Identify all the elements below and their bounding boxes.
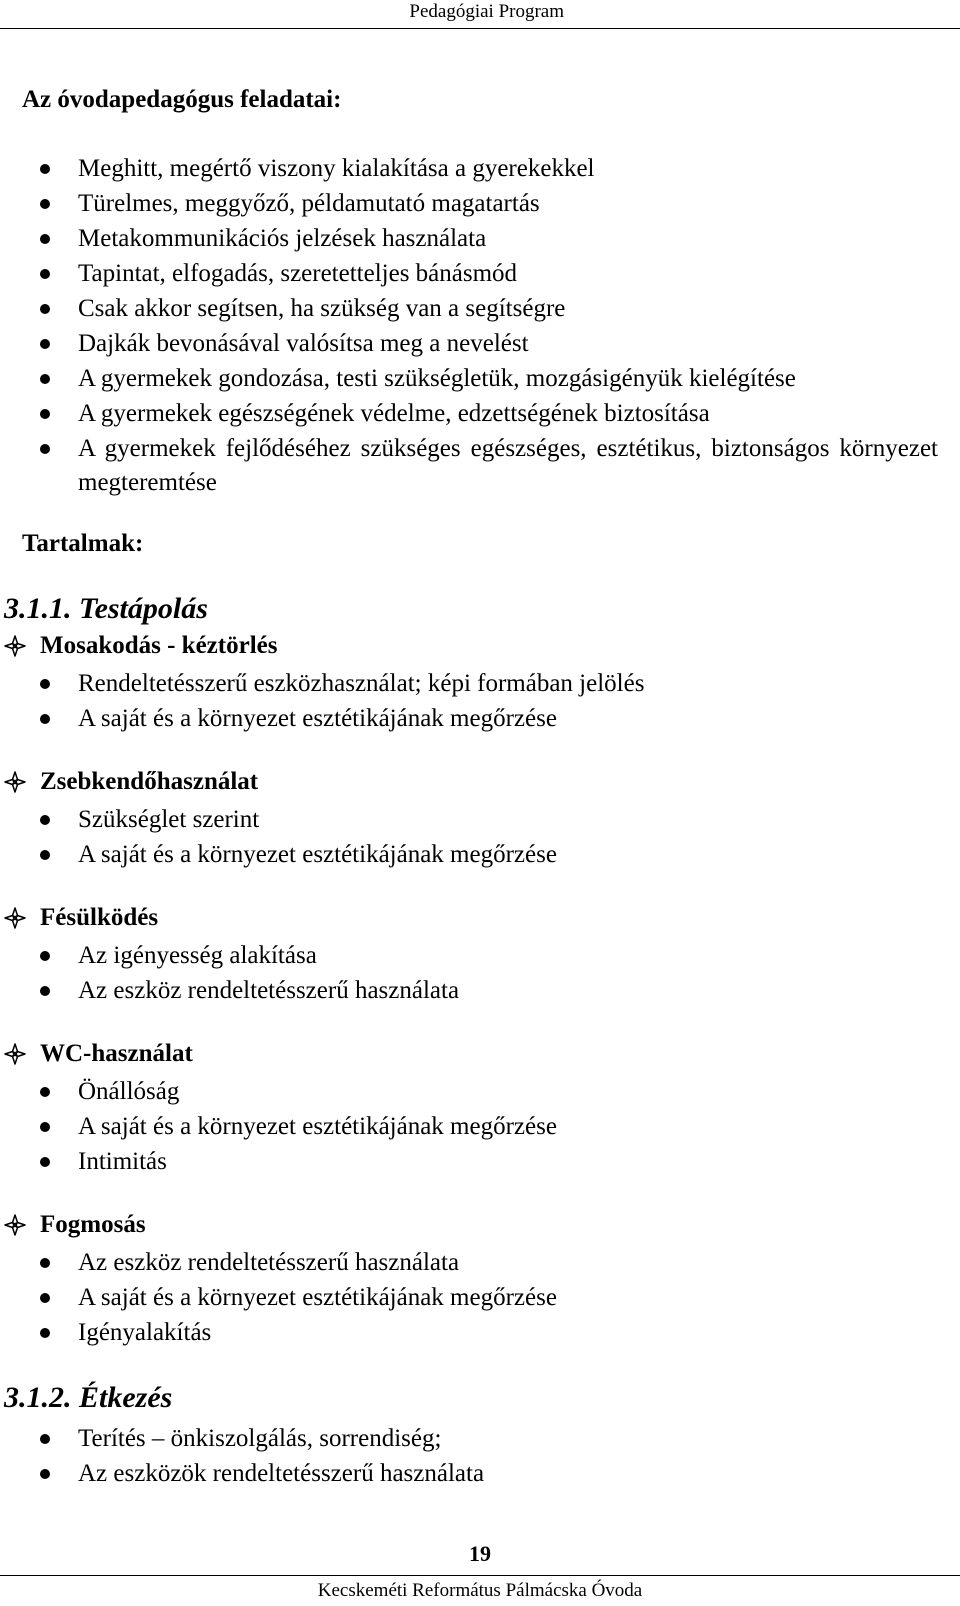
bullet-icon [40,951,50,961]
list-item: Az eszköz rendeltetésszerű használata [40,1246,938,1280]
diamond-bullet-icon [4,1214,26,1236]
bullet-icon [40,234,50,244]
contents-heading: Tartalmak: [22,530,144,557]
subheading-fesulkodes: Fésülködés [4,904,158,932]
list-item: Csak akkor segítsen, ha szükség van a segítségre [40,292,938,326]
list-item: Az eszközök rendeltetésszerű használata [40,1457,938,1491]
bullet-icon [40,850,50,860]
bullet-icon [40,1157,50,1167]
bullet-icon [40,1122,50,1132]
list-item: A saját és a környezet esztétikájának megőrzése [40,1281,938,1315]
list-item: A saját és a környezet esztétikájának megőrzése [40,838,938,872]
bullet-icon [40,679,50,689]
section-title-testapolas: 3.1.1. Testápolás [4,592,208,625]
list-item: A gyermekek gondozása, testi szükségletük, mozgásigényük kielégítése [40,362,938,396]
bullet-icon [40,1087,50,1097]
page-header [0,0,960,29]
subheading-zsebkendo: Zsebkendőhasználat [4,768,258,796]
list-item: Intimitás [40,1145,938,1179]
page-number: 19 [469,1541,491,1566]
diamond-bullet-icon [4,635,26,657]
bullet-icon [40,339,50,349]
bullet-icon [40,1328,50,1338]
list-item: Meghitt, megértő viszony kialakítása a gyerekekkel [40,152,938,186]
subheading-fogmosas: Fogmosás [4,1211,146,1239]
bullet-icon [40,815,50,825]
diamond-bullet-icon [4,771,26,793]
subheading-wc: WC-használat [4,1040,193,1068]
bullet-icon [40,199,50,209]
bullet-icon [40,304,50,314]
list-item: Terítés – önkiszolgálás, sorrendiség; [40,1422,938,1456]
bullet-icon [40,1293,50,1303]
bullet-icon [40,409,50,419]
header-title: Pedagógiai Program [409,1,564,22]
list-item: A gyermekek fejlődéséhez szükséges egészséges, esztétikus, biztonságos környezet megteremtése [40,432,938,500]
bullet-icon [40,1434,50,1444]
list-item: A saját és a környezet esztétikájának megőrzése [40,1110,938,1144]
bullet-icon [40,164,50,174]
bullet-icon [40,1258,50,1268]
list-item: A saját és a környezet esztétikájának megőrzése [40,702,938,736]
list-item: Dajkák bevonásával valósítsa meg a nevelést [40,327,938,361]
bullet-icon [40,714,50,724]
page-footer [0,1575,960,1606]
list-item: Metakommunikációs jelzések használata [40,222,938,256]
list-item: A gyermekek egészségének védelme, edzettségének biztosítása [40,397,938,431]
subheading-mosakodas: Mosakodás - kéztörlés [4,632,277,660]
list-item: Szükséglet szerint [40,803,938,837]
bullet-icon [40,269,50,279]
list-item: Az igényesség alakítása [40,939,938,973]
list-item: Türelmes, meggyőző, példamutató magatartás [40,187,938,221]
list-item: Igényalakítás [40,1316,938,1350]
bullet-icon [40,1469,50,1479]
footer-institution: Kecskeméti Református Pálmácska Óvoda [317,1580,643,1601]
bullet-icon [40,374,50,384]
bullet-icon [40,986,50,996]
list-item: Az eszköz rendeltetésszerű használata [40,974,938,1008]
list-item: Tapintat, elfogadás, szeretetteljes bánásmód [40,257,938,291]
bullet-icon [40,444,50,454]
diamond-bullet-icon [4,907,26,929]
list-item: Önállóság [40,1075,938,1109]
section-title-etkezes: 3.1.2. Étkezés [4,1381,173,1414]
diamond-bullet-icon [4,1043,26,1065]
teacher-tasks-heading: Az óvodapedagógus feladatai: [22,86,342,113]
list-item: Rendeltetésszerű eszközhasználat; képi formában jelölés [40,667,938,701]
